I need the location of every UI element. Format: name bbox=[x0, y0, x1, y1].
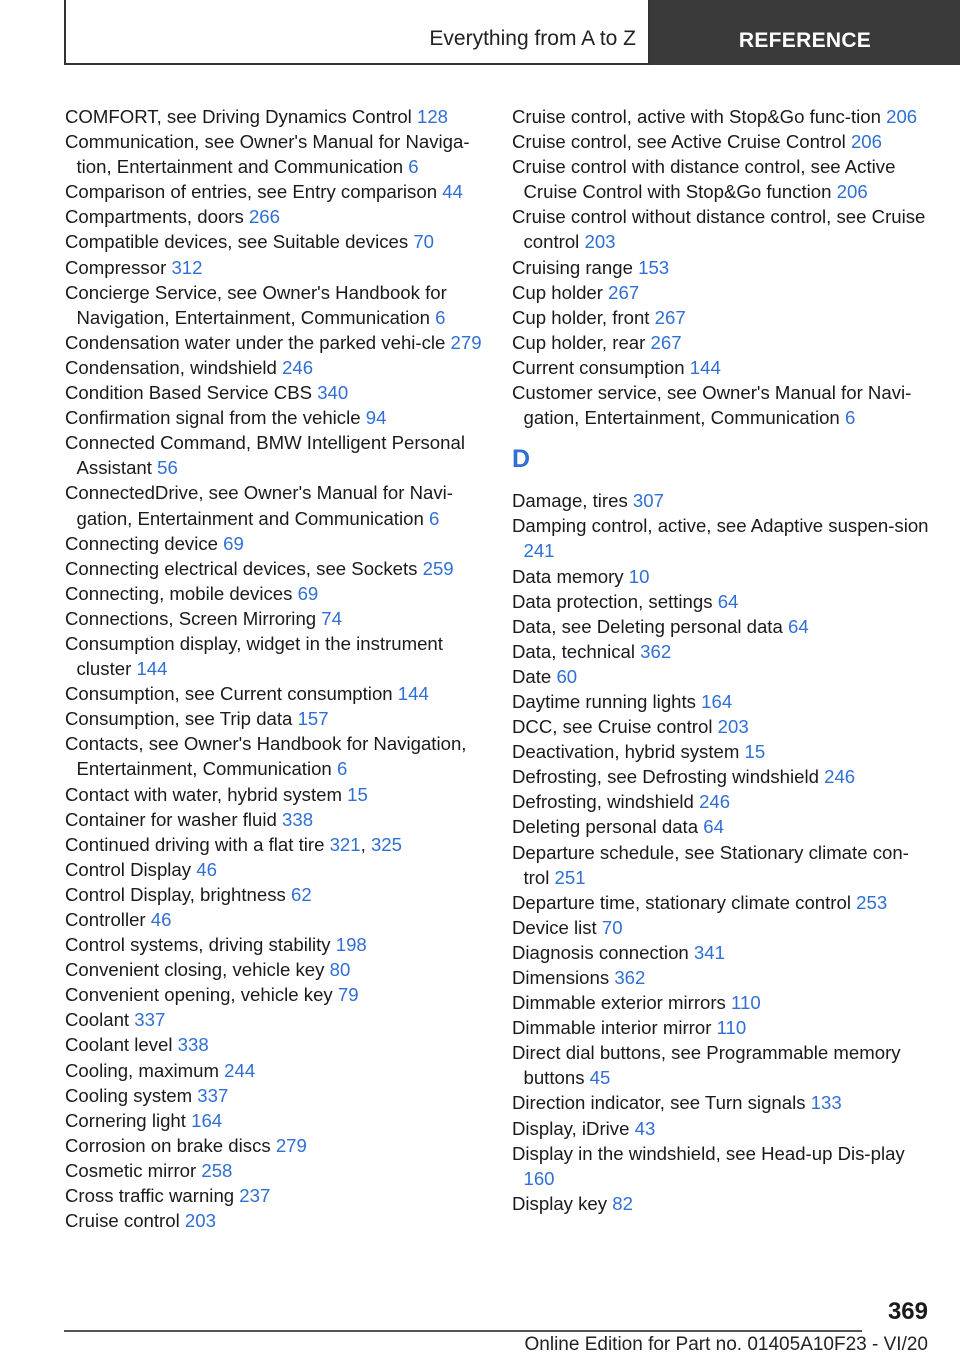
index-entry-term: Control Display bbox=[65, 858, 192, 880]
index-entry bbox=[65, 681, 485, 706]
index-entry bbox=[65, 405, 485, 430]
page-reference-link[interactable]: 70 bbox=[413, 231, 434, 253]
index-entry-term: Diagnosis connection bbox=[512, 941, 689, 963]
index-entry bbox=[512, 940, 932, 965]
page-reference-link[interactable]: 6 bbox=[408, 156, 419, 178]
index-entry bbox=[65, 355, 485, 380]
page-reference-link[interactable]: 6 bbox=[336, 758, 348, 780]
index-entry bbox=[65, 129, 485, 179]
page-reference-link[interactable]: 312 bbox=[171, 256, 203, 278]
index-entry bbox=[65, 104, 485, 129]
index-entry-term: Daytime running lights bbox=[512, 690, 696, 712]
page-number: 369 bbox=[887, 1298, 928, 1325]
page-reference-link[interactable]: 321 bbox=[329, 833, 361, 855]
index-entry-term: Data, see Deleting personal data bbox=[512, 615, 783, 637]
index-entry bbox=[512, 204, 932, 254]
index-entry bbox=[512, 614, 932, 639]
index-entry bbox=[65, 255, 485, 280]
page-reference-link[interactable]: 267 bbox=[608, 281, 640, 303]
index-entry-term: Display key bbox=[512, 1192, 608, 1214]
index-entry-term: Defrosting, windshield bbox=[512, 791, 694, 813]
page-reference-link[interactable]: 198 bbox=[335, 934, 367, 956]
page-reference-link[interactable]: 6 bbox=[435, 306, 446, 328]
index-entry-term: Container for washer fluid bbox=[65, 808, 277, 830]
index-entry-term: Cruise control bbox=[65, 1210, 180, 1232]
page-reference-link[interactable]: 15 bbox=[347, 783, 368, 805]
index-entry-term: Controller bbox=[65, 909, 146, 930]
index-entry bbox=[512, 330, 932, 355]
index-entry bbox=[512, 789, 932, 814]
index-entry-term: Compatible devices, see Suitable devices bbox=[65, 231, 409, 253]
index-group-c bbox=[512, 104, 932, 430]
page-reference-link[interactable]: 259 bbox=[422, 557, 454, 579]
index-entry bbox=[65, 957, 485, 982]
index-entry bbox=[512, 355, 932, 380]
index-entry bbox=[512, 965, 932, 990]
page-reference-link[interactable]: 94 bbox=[365, 407, 387, 429]
page-header bbox=[64, 0, 960, 65]
page-reference-link[interactable]: 279 bbox=[450, 331, 482, 353]
page-reference-link[interactable]: 43 bbox=[634, 1117, 656, 1139]
page-reference-link[interactable]: 337 bbox=[197, 1084, 229, 1106]
page-reference-link[interactable]: 203 bbox=[584, 231, 616, 253]
page-reference-link[interactable]: 267 bbox=[650, 331, 682, 353]
page-reference-link[interactable]: 160 bbox=[523, 1167, 555, 1189]
index-entry bbox=[512, 764, 932, 789]
index-entry-term: Consumption, see Current consumption bbox=[65, 683, 393, 705]
index-entry bbox=[65, 280, 485, 330]
page-reference-link[interactable]: 128 bbox=[417, 106, 449, 127]
index-entry-term: Coolant level bbox=[65, 1034, 173, 1056]
index-entry bbox=[65, 179, 485, 204]
page-reference-link[interactable]: 144 bbox=[136, 658, 168, 680]
index-entry-term: Cup holder bbox=[512, 281, 603, 303]
index-entry-term: Concierge Service, see Owner's Handbook for Navigation, Entertainment, Communication bbox=[65, 281, 447, 328]
index-entry bbox=[512, 990, 932, 1015]
index-entry-term: Condition Based Service CBS bbox=[65, 382, 313, 404]
page-reference-link[interactable]: 246 bbox=[699, 791, 731, 813]
index-entry-term: Direct dial buttons, see Programmable memory buttons bbox=[512, 1042, 901, 1089]
index-entry bbox=[512, 1040, 932, 1090]
index-entry-term: Connections, Screen Mirroring bbox=[65, 607, 317, 629]
index-entry bbox=[65, 330, 485, 355]
index-entry-term: Comparison of entries, see Entry comparison bbox=[65, 181, 438, 203]
index-entry bbox=[512, 639, 932, 664]
index-entry bbox=[65, 1108, 485, 1133]
page-reference-link[interactable]: 6 bbox=[844, 407, 856, 429]
index-entry-term: Data, technical bbox=[512, 640, 635, 662]
index-entry bbox=[65, 1058, 485, 1083]
index-entry bbox=[65, 1032, 485, 1057]
page-reference-link[interactable]: 79 bbox=[337, 984, 359, 1006]
index-entry bbox=[65, 857, 485, 882]
page-reference-link[interactable]: 362 bbox=[640, 640, 672, 662]
page-reference-link[interactable]: 337 bbox=[134, 1009, 166, 1031]
index-entry-term: Convenient closing, vehicle key bbox=[65, 959, 325, 981]
index-entry-term: Display, iDrive bbox=[512, 1117, 630, 1139]
index-entry-term: Cornering light bbox=[65, 1109, 186, 1131]
chapter-tab bbox=[650, 0, 960, 65]
index-entry-term: Coolant bbox=[65, 1009, 130, 1031]
page-reference-link[interactable]: 206 bbox=[836, 181, 868, 203]
page-reference-link[interactable]: 60 bbox=[556, 665, 578, 687]
index-entry-term: ConnectedDrive, see Owner's Manual for Navi-gation, Entertainment and Communication bbox=[65, 482, 453, 529]
index-entry bbox=[512, 1116, 932, 1141]
index-entry-term: Cooling system bbox=[65, 1084, 193, 1106]
page-reference-link[interactable]: 15 bbox=[744, 741, 766, 763]
index-entry bbox=[512, 1191, 932, 1216]
page-reference-link[interactable]: 341 bbox=[693, 941, 725, 963]
page-reference-link[interactable]: 307 bbox=[632, 490, 664, 512]
index-entry bbox=[512, 739, 932, 764]
index-entry bbox=[65, 581, 485, 606]
page-reference-link[interactable]: 164 bbox=[701, 690, 733, 712]
page-reference-link[interactable]: 46 bbox=[196, 858, 217, 880]
index-entry-term: Corrosion on brake discs bbox=[65, 1134, 271, 1156]
index-entry-term: Convenient opening, vehicle key bbox=[65, 984, 333, 1006]
index-entry-term: Data protection, settings bbox=[512, 590, 713, 612]
page-reference-link[interactable]: 251 bbox=[554, 866, 586, 888]
page-reference-link[interactable]: 340 bbox=[317, 382, 349, 404]
footer-divider bbox=[64, 1330, 862, 1332]
index-entry bbox=[65, 731, 485, 781]
index-entry bbox=[65, 706, 485, 731]
index-entry bbox=[65, 1183, 485, 1208]
index-entry bbox=[512, 305, 932, 330]
index-entry bbox=[512, 1141, 932, 1191]
page-reference-link[interactable]: 70 bbox=[601, 916, 623, 938]
index-entry bbox=[512, 915, 932, 940]
index-entry bbox=[512, 488, 932, 513]
page-reference-link[interactable]: 241 bbox=[523, 540, 555, 562]
index-entry bbox=[65, 229, 485, 254]
index-entry bbox=[512, 890, 932, 915]
index-entry bbox=[512, 840, 932, 890]
page-reference-link[interactable]: 246 bbox=[824, 766, 856, 788]
page-reference-link[interactable]: 279 bbox=[275, 1134, 307, 1156]
index-entry bbox=[512, 714, 932, 739]
index-entry bbox=[512, 664, 932, 689]
index-entry bbox=[65, 480, 485, 530]
index-entry bbox=[65, 1133, 485, 1158]
index-entry-term: Connected Command, BMW Intelligent Personal Assistant bbox=[65, 432, 465, 479]
index-entry bbox=[65, 907, 485, 932]
index-entry-term: Cooling, maximum bbox=[65, 1059, 219, 1081]
index-entry-term: Device list bbox=[512, 916, 597, 938]
page-reference-link[interactable]: 258 bbox=[201, 1159, 233, 1181]
index-entry-term: Dimensions bbox=[512, 967, 610, 988]
index-entry-term: Compressor bbox=[65, 256, 167, 278]
index-entry-term: Control systems, driving stability bbox=[65, 934, 331, 956]
page-reference-link[interactable]: 69 bbox=[297, 582, 319, 604]
index-group-d bbox=[512, 488, 932, 1216]
page-reference-link[interactable]: 203 bbox=[184, 1210, 216, 1232]
index-entry-term: Communication, see Owner's Manual for Naviga-tion, Entertainment and Communication bbox=[65, 131, 470, 178]
index-entry-term: Contact with water, hybrid system bbox=[65, 783, 342, 805]
index-entry-term: Confirmation signal from the vehicle bbox=[65, 407, 361, 429]
page-reference-link[interactable]: 253 bbox=[856, 891, 888, 913]
index-entry bbox=[512, 1015, 932, 1040]
index-entry-term: Contacts, see Owner's Handbook for Navigation, Entertainment, Communication bbox=[65, 733, 467, 780]
chapter-tab-label: REFERENCE bbox=[738, 29, 872, 52]
page-reference-link[interactable]: 203 bbox=[717, 716, 749, 738]
page-reference-link[interactable]: 144 bbox=[397, 683, 429, 705]
page-reference-link[interactable]: 133 bbox=[810, 1092, 842, 1114]
index-entry-term: Cup holder, rear bbox=[512, 331, 646, 353]
page-reference-link[interactable]: 338 bbox=[177, 1034, 209, 1056]
index-entry-term: Cruise control, see Active Cruise Control bbox=[512, 131, 846, 153]
index-entry bbox=[65, 932, 485, 957]
section-title: Everything from A to Z bbox=[429, 27, 636, 50]
index-entry bbox=[65, 204, 485, 229]
page-reference-link[interactable]: 338 bbox=[282, 808, 314, 830]
index-entry-term: Condensation water under the parked vehi-cle bbox=[65, 331, 446, 353]
page-reference-link[interactable]: 82 bbox=[612, 1192, 633, 1214]
index-entry bbox=[65, 631, 485, 681]
page-reference-link[interactable]: 164 bbox=[191, 1109, 223, 1131]
page-reference-link[interactable]: 64 bbox=[703, 816, 724, 838]
index-entry-term: Data memory bbox=[512, 565, 624, 587]
index-entry-term: Damage, tires bbox=[512, 490, 628, 512]
index-entry bbox=[65, 556, 485, 581]
index-entry-term: Consumption display, widget in the instrument cluster bbox=[65, 632, 443, 680]
index-column-left bbox=[65, 104, 485, 1233]
index-entry bbox=[65, 807, 485, 832]
index-entry bbox=[512, 513, 932, 563]
index-entry-term: Cosmetic mirror bbox=[65, 1159, 197, 1181]
index-entry-term: COMFORT, see Driving Dynamics Control bbox=[65, 106, 412, 127]
index-entry-term: Consumption, see Trip data bbox=[65, 708, 293, 730]
index-entry-term: Compartments, doors bbox=[65, 206, 244, 228]
page-reference-link[interactable]: 325 bbox=[370, 833, 402, 855]
index-entry bbox=[512, 589, 932, 614]
index-entry bbox=[512, 689, 932, 714]
page-reference-link[interactable]: 244 bbox=[224, 1059, 256, 1081]
page-reference-link[interactable]: 266 bbox=[248, 206, 280, 228]
index-entry-term: Display in the windshield, see Head-up Dis-play bbox=[512, 1142, 905, 1164]
index-entry bbox=[512, 154, 932, 204]
index-entry bbox=[65, 982, 485, 1007]
page-reference-link[interactable]: 110 bbox=[731, 992, 761, 1014]
index-entry-term: Continued driving with a flat tire bbox=[65, 833, 325, 855]
index-entry bbox=[65, 1158, 485, 1183]
page-reference-link[interactable]: 64 bbox=[717, 590, 739, 612]
section-title-box bbox=[64, 0, 650, 65]
index-entry-term: Dimmable interior mirror bbox=[512, 1017, 712, 1039]
index-entry-term: Cross traffic warning bbox=[65, 1185, 235, 1207]
index-entry bbox=[65, 882, 485, 907]
index-entry bbox=[65, 782, 485, 807]
index-entry-term: Customer service, see Owner's Manual for Navi-gation, Entertainment, Communication bbox=[512, 382, 912, 429]
page-reference-link[interactable]: 157 bbox=[297, 708, 329, 730]
index-entry bbox=[512, 255, 932, 280]
index-entry-term: Connecting device bbox=[65, 532, 218, 554]
section-letter: D bbox=[512, 445, 531, 474]
index-entry-term: Condensation, windshield bbox=[65, 356, 277, 378]
index-entry-term: Deleting personal data bbox=[512, 816, 699, 838]
page-reference-link[interactable]: 45 bbox=[589, 1067, 611, 1089]
index-entry-term: Departure schedule, see Stationary climate con-trol bbox=[512, 841, 909, 888]
index-entry: Continued driving with a flat tire 321, 325 bbox=[65, 833, 402, 855]
index-entry-term: Direction indicator, see Turn signals bbox=[512, 1092, 806, 1114]
index-entry-term: Current consumption bbox=[512, 356, 685, 378]
page-reference-link[interactable]: 44 bbox=[442, 181, 463, 203]
page-reference-link[interactable]: 206 bbox=[850, 131, 882, 153]
index-entry bbox=[512, 280, 932, 305]
index-entry-term: Cup holder, front bbox=[512, 306, 650, 328]
footer-edition: Online Edition for Part no. 01405A10F23 - VI/20 bbox=[524, 1334, 928, 1355]
index-entry bbox=[65, 531, 485, 556]
index-entry-term: Cruise control without distance control, see Cruise control bbox=[512, 206, 926, 253]
index-entry bbox=[65, 430, 485, 480]
page-reference-link[interactable]: 69 bbox=[223, 532, 244, 554]
page-reference-link[interactable]: 110 bbox=[716, 1017, 747, 1039]
index-column-right bbox=[512, 104, 932, 1216]
page-reference-link[interactable]: 62 bbox=[290, 883, 312, 905]
index-entry-term: Cruise control with distance control, see Active Cruise Control with Stop&Go function bbox=[512, 156, 896, 203]
page-reference-link[interactable]: 46 bbox=[150, 909, 172, 930]
index-entry bbox=[512, 814, 932, 839]
index-entry bbox=[65, 1083, 485, 1108]
index-entry bbox=[65, 1208, 485, 1233]
index-entry-term: Departure time, stationary climate control bbox=[512, 891, 851, 913]
page-reference-link[interactable]: 64 bbox=[788, 615, 809, 637]
index-entry-term: Deactivation, hybrid system bbox=[512, 741, 740, 763]
index-entry-term: DCC, see Cruise control bbox=[512, 716, 713, 738]
page-reference-link[interactable]: 362 bbox=[614, 967, 646, 988]
index-entry-term: Damping control, active, see Adaptive suspen-sion bbox=[512, 515, 929, 537]
index-entry-term: Dimmable exterior mirrors bbox=[512, 992, 726, 1014]
page-reference-link[interactable]: 144 bbox=[689, 356, 721, 378]
index-entry-term: Control Display, brightness bbox=[65, 883, 286, 905]
page-reference-link[interactable]: 246 bbox=[282, 356, 314, 378]
index-entry-term: Connecting electrical devices, see Sockets bbox=[65, 557, 418, 579]
page-reference-link[interactable]: 10 bbox=[628, 565, 650, 587]
page-reference-link[interactable]: 80 bbox=[329, 959, 351, 981]
index-entry bbox=[512, 104, 932, 129]
index-entry bbox=[512, 380, 932, 430]
index-entry-term: Date bbox=[512, 665, 552, 687]
index-entry-term: Cruise control, active with Stop&Go func-tion bbox=[512, 106, 881, 127]
index-entry-term: Defrosting, see Defrosting windshield bbox=[512, 766, 819, 788]
index-entry-term: Connecting, mobile devices bbox=[65, 582, 293, 604]
page-reference-link[interactable]: 237 bbox=[239, 1185, 271, 1207]
page-reference-link[interactable]: 74 bbox=[321, 607, 342, 629]
index-entry bbox=[65, 380, 485, 405]
index-entry bbox=[512, 1090, 932, 1115]
index-entry bbox=[512, 564, 932, 589]
index-entry bbox=[65, 1007, 485, 1032]
index-entry bbox=[65, 606, 485, 631]
index-entry-term: Cruising range bbox=[512, 256, 633, 278]
page-reference-link[interactable]: 6 bbox=[428, 507, 440, 529]
page-reference-link[interactable]: 267 bbox=[654, 306, 686, 328]
page-reference-link[interactable]: 153 bbox=[638, 256, 670, 278]
index-entry bbox=[512, 129, 932, 154]
page-reference-link[interactable]: 56 bbox=[157, 457, 178, 479]
page-reference-link[interactable]: 206 bbox=[886, 106, 918, 127]
